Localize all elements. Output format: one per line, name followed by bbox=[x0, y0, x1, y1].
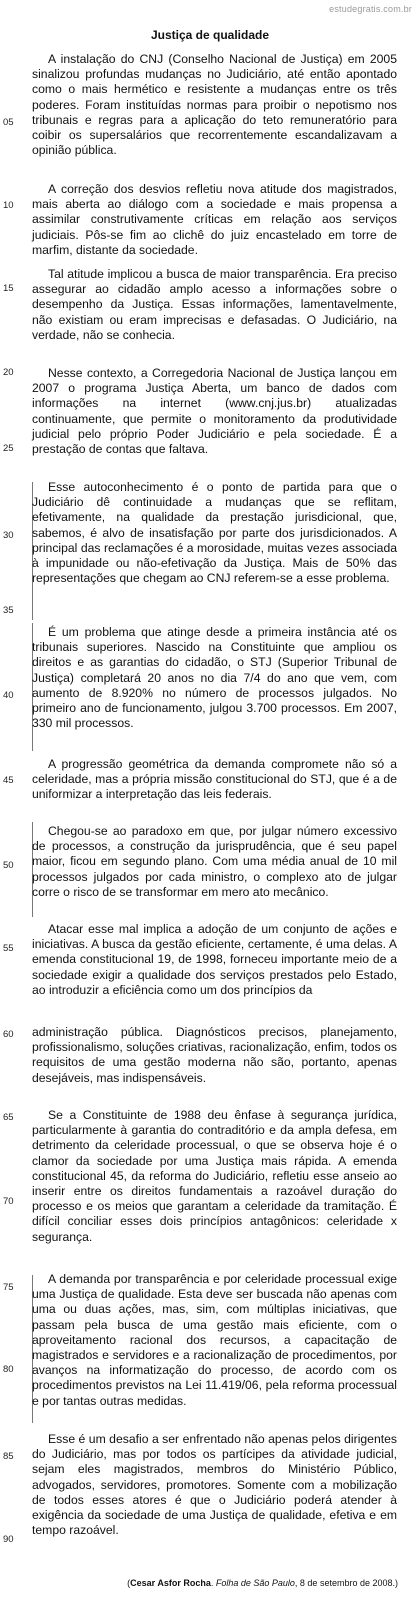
line-number: 10 bbox=[3, 200, 14, 211]
paragraph: Chegou-se ao paradoxo em que, por julgar número excessivo de processos, a construção da jurisprudência, que é seu papel maior, ficou em segundo plano. Com uma média anual de 10 mil processos julgados por cada ministro, o complexo ato de julgar corre o risco de se transformar em mero ato mecânico. bbox=[32, 824, 397, 899]
line-number: 30 bbox=[3, 530, 14, 541]
citation-newspaper: Folha de São Paulo bbox=[215, 1578, 295, 1588]
line-number: 90 bbox=[3, 1534, 14, 1545]
line-number: 70 bbox=[3, 1196, 14, 1207]
article-title: Justiça de qualidade bbox=[150, 28, 270, 42]
line-number: 80 bbox=[3, 1364, 14, 1375]
line-number: 20 bbox=[3, 367, 14, 378]
line-number: 75 bbox=[3, 1282, 14, 1293]
line-number: 85 bbox=[3, 1451, 14, 1462]
line-number: 05 bbox=[3, 117, 14, 128]
line-number: 55 bbox=[3, 943, 14, 954]
paragraph: A progressão geométrica da demanda compromete não só a celeridade, mas a própria missão constitucional do STJ, que é a de uniformizar a interpretação das leis federais. bbox=[32, 757, 397, 802]
line-number: 60 bbox=[3, 1029, 14, 1040]
paragraph: A correção dos desvios refletiu nova atitude dos magistrados, mais aberta ao diálogo com a sociedade e mais propensa a assimilar construtivamente críticas em relação aos serviços judiciais. Pôs-se fim ao clichê do juiz encastelado em torre de marfim, distante da sociedade. bbox=[32, 182, 397, 257]
citation-date: , 8 de setembro de 2008.) bbox=[294, 1578, 398, 1588]
site-watermark: estudegratis.com.br bbox=[329, 4, 412, 14]
paragraph: Se a Constituinte de 1988 deu ênfase à segurança jurídica, particularmente à garantia do contraditório e da ampla defesa, em detrimento da celeridade processual, o que se observa hoje é o clamor da sociedade por uma Justiça mais rápida. A emenda constitucional 45, da reforma do Judiciário, refletiu esse anseio ao inserir entre os direitos fundamentais a razoável duração do processo e os meios que garantam a celeridade da tramitação. É difícil conciliar esses dois princípios antagônicos: celeridade x segurança. bbox=[32, 1108, 397, 1244]
line-number: 15 bbox=[3, 283, 14, 294]
paragraph: Atacar esse mal implica a adoção de um conjunto de ações e iniciativas. A busca da gestão eficiente, certamente, é uma delas. A emenda constitucional 19, de 1998, forneceu importante meio de a sociedade exigir a qualidade dos serviços prestados pelo Estado, ao introduzir a eficiência como um dos princípios da bbox=[32, 922, 397, 997]
paragraph: A instalação do CNJ (Conselho Nacional de Justiça) em 2005 sinalizou profundas mudanças no Judiciário, até então apontado como o mais hermético e resistente a mudanças entre os três poderes. Foram instituídas normas para proibir o nepotismo nos tribunais e regras para a aplicação do teto remuneratório para coibir os supersalários que recorrentemente escandalizavam a opinião pública. bbox=[32, 52, 397, 158]
line-number: 40 bbox=[3, 690, 14, 701]
line-number: 25 bbox=[3, 443, 14, 454]
citation-open: ( bbox=[127, 1578, 131, 1588]
citation-author: Cesar Asfor Rocha bbox=[130, 1578, 211, 1588]
citation-sep: . bbox=[210, 1578, 216, 1588]
paragraph: A demanda por transparência e por celeridade processual exige uma Justiça de qualidade. Esta deve ser buscada não apenas com uma ou duas ações, mas, sim, com múltiplas iniciativas, que passam pela busca de uma gestão mais eficiente, com o aproveitamento racional dos recursos, a capacitação de magistrados e servidores e a racionalização de procedimentos, por avanços na informatização do processo, de acordo com os procedimentos previstos na Lei 11.419/06, pela reforma processual e por tantas outras medidas. bbox=[32, 1272, 397, 1408]
line-number: 35 bbox=[3, 605, 14, 616]
paragraph: Tal atitude implicou a busca de maior transparência. Era preciso assegurar ao cidadão amplo acesso a informações sobre o desempenho da Justiça. Essas informações, lamentavelmente, não existiam ou eram imprecisas e defasadas. O Judiciário, na verdade, não se conhecia. bbox=[32, 267, 397, 342]
paragraph: administração pública. Diagnósticos precisos, planejamento, profissionalismo, soluções criativas, racionalização, enfim, todos os requisitos de uma gestão moderna não são, portanto, apenas desejáveis, mas indispensáveis. bbox=[32, 1025, 397, 1085]
line-number: 45 bbox=[3, 775, 14, 786]
paragraph: É um problema que atinge desde a primeira instância até os tribunais superiores. Nascido na Constituinte que ampliou os direitos e as garantias do cidadão, o STJ (Superior Tribunal de Justiça) completará 20 anos no dia 7/4 do ano que vem, com aumento de 8.920% no número de processos julgados. No primeiro ano de funcionamento, julgou 3.700 processos. Em 2007, 330 mil processos. bbox=[32, 625, 397, 731]
line-number: 50 bbox=[3, 860, 14, 871]
citation bbox=[127, 1578, 398, 1588]
line-number: 65 bbox=[3, 1112, 14, 1123]
paragraph: Nesse contexto, a Corregedoria Nacional de Justiça lançou em 2007 o programa Justiça Aberta, um banco de dados com informações na internet (www.cnj.jus.br) atualizadas continuamente, que permite o monitoramento da produtividade judicial pelo próprio Poder Judiciário e pela sociedade. É a prestação de contas que faltava. bbox=[32, 366, 397, 457]
paragraph: Esse é um desafio a ser enfrentado não apenas pelos dirigentes do Judiciário, mas por todos os partícipes da atividade judicial, sejam eles magistrados, membros do Ministério Público, advogados, servidores, promotores. Somente com a mobilização de todos esses atores é que o Judiciário poderá atender à exigência da sociedade de uma Justiça de qualidade, efetiva e em tempo razoável. bbox=[32, 1432, 397, 1538]
paragraph: Esse autoconhecimento é o ponto de partida para que o Judiciário dê continuidade a mudanças que se reflitam, efetivamente, na qualidade da prestação jurisdicional, que, sabemos, é alvo de insatisfação por parte dos jurisdicionados. A principal das reclamações é a morosidade, muitas vezes associada à impunidade ou não-efetivação da Justiça. Mais de 50% das representações que chegam ao CNJ referem-se a esse problema. bbox=[32, 480, 397, 586]
